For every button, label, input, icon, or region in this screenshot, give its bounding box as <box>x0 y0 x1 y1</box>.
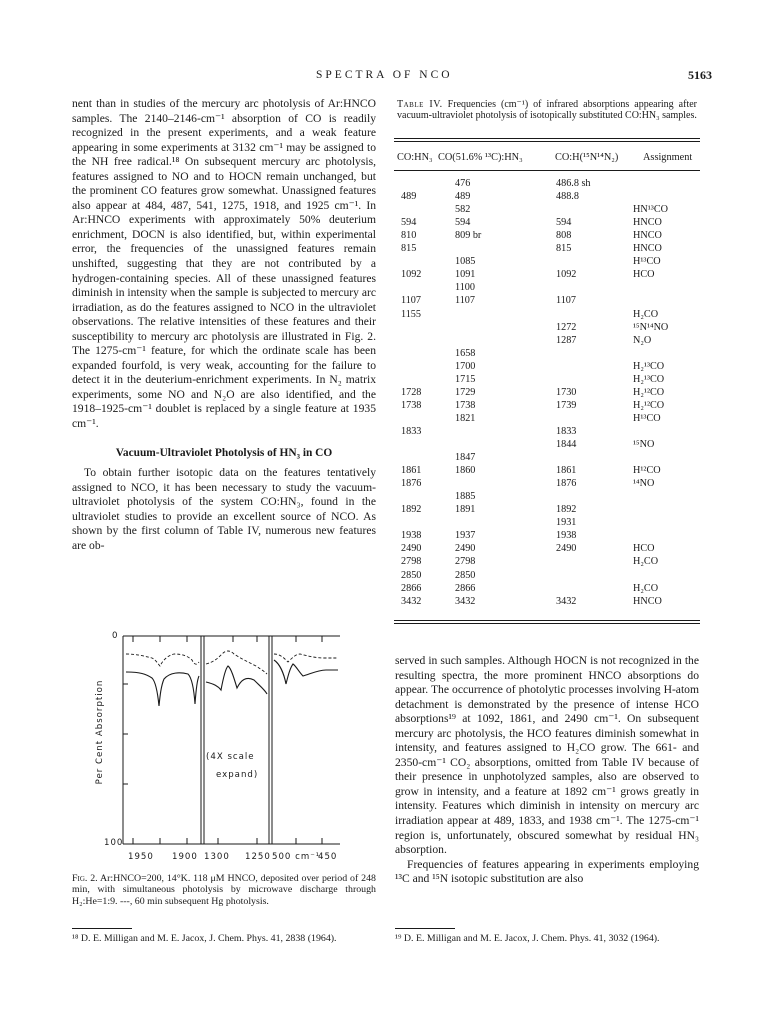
spectrum-solid-panel-3 <box>274 660 338 684</box>
figure-2-spectrum <box>100 624 340 856</box>
table-cell: 1085 <box>455 256 476 268</box>
table-cell: 2798 <box>401 556 422 568</box>
table-cell: 2490 <box>556 543 577 555</box>
table-cell: 815 <box>556 243 572 255</box>
table-cell: 810 <box>401 230 417 242</box>
table-cell: 488.8 <box>556 191 579 203</box>
left-paragraph-1: nent than in studies of the mercury arc photolysis of Ar:HNCO samples. The 2140–2146-cm⁻¹ absorption of CO is readily recognized in the present experiments, and a weak feature appearing in some experiments at 3132 cm⁻¹ may be assigned to the NH free radical.¹⁸ On subsequent mercury arc photolysis, features assigned to NO and to HOCN remain unchanged, but the prominent CO features grow somewhat. Unassigned features also appear at 484, 487, 541, 1275, 1918, and 1925 cm⁻¹. In Ar:HNCO experiments with approximately 50% deuterium enrichment, DOCN is also identified, but, within experimental error, the frequencies of the unassigned features remain unshifted, suggesting that they are not contributed by a hydrogen-containing species. All of these unassigned features diminish in intensity when the sample is subjected to mercury arc irradiation, as do the features assigned to NCO in the ultraviolet observations. The relative intensities of these features and their susceptibility to mercury arc photolysis are illustrated in Fig. 2. The 1275-cm⁻¹ feature, for which the ordinate scale has been expanded fourfold, is very weak, accounting for the failure to detect it in the deuterium-enrichment experiments. In N₂ matrix experiments, some NO and N₂O are also identified, and the 1918–1925-cm⁻¹ doublet is replaced by a single feature at 1935 cm⁻¹. <box>72 97 376 431</box>
table-cell: 3432 <box>556 595 577 607</box>
x-tick-label: 1300 <box>204 852 230 862</box>
table-cell: HNCO <box>633 595 662 607</box>
figure-caption-label: Fig. 2. <box>72 873 98 884</box>
table-cell: 486.8 sh <box>556 178 591 189</box>
table-cell: 489 <box>401 191 417 203</box>
table-cell: 1738 <box>455 399 476 411</box>
page-number: 5163 <box>688 68 712 82</box>
table-caption <box>397 99 697 122</box>
table-cell: 594 <box>455 217 471 229</box>
table-cell: ¹⁴NO <box>633 478 655 490</box>
right-column <box>395 654 699 887</box>
y-axis-title: Per Cent Absorption <box>95 679 105 785</box>
table-cell: 815 <box>401 243 417 255</box>
table-cell: 476 <box>455 178 471 189</box>
table-cell: 1092 <box>556 269 577 281</box>
table-bottom-rule <box>394 620 700 621</box>
x-tick-label: 450 <box>318 852 338 862</box>
table-header-col3: CO:H(¹⁵N¹⁴N₂) <box>555 152 619 163</box>
table-cell: 1885 <box>455 491 476 503</box>
footnote-rule-right <box>395 928 455 929</box>
table-cell: 1272 <box>556 321 577 333</box>
table-cell: 1833 <box>401 425 422 437</box>
table-bottom-rule-2 <box>394 623 700 624</box>
table-cell: 2850 <box>401 569 422 581</box>
table-cell: 1844 <box>556 439 577 450</box>
table-cell: H¹³CO <box>633 412 661 424</box>
table-cell: 2490 <box>401 543 422 555</box>
footnote-18: ¹⁸ D. E. Milligan and M. E. Jacox, J. Chem. Phys. 41, 2838 (1964). <box>72 933 337 944</box>
spectrum-dashed-panel-1 <box>126 654 199 666</box>
x-tick-label: 500 cm⁻¹ <box>272 852 321 862</box>
table-cell: 808 <box>556 230 572 242</box>
y-axis-top-label: 0 <box>112 631 119 641</box>
table-cell: HNCO <box>633 217 662 229</box>
table-cell: HNCO <box>633 243 662 255</box>
table-cell: 1821 <box>455 412 476 424</box>
table-caption-text: Frequencies (cm⁻¹) of infrared absorptions appearing after vacuum-ultraviolet photolysis of isotopically substituted CO:HN₃ samples. <box>397 99 697 122</box>
section-heading: Vacuum-Ultraviolet Photolysis of HN₃ in CO <box>115 446 333 459</box>
table-cell: 1107 <box>401 295 421 307</box>
table-cell: 1876 <box>556 478 577 490</box>
x-tick-label: 1900 <box>172 852 198 862</box>
table-cell: 2866 <box>401 582 422 594</box>
table-cell: 1155 <box>401 308 421 320</box>
figure-caption-text: Ar:HNCO=200, 14°K. 118 μM HNCO, deposited over period of 248 min, with simultaneous photolysis by microwave discharge through H₂:He=1:9. ‑‑‑, 60 min subsequent Hg photolysis. <box>72 873 376 907</box>
right-paragraph-1: served in such samples. Although HOCN is not recognized in the resulting spectra, the more prominent HNCO absorptions do appear. The occurrence of photolytic processes involving H-atom detachment is demonstrated by the presence of intense HCO absorptions¹⁹ at 1092, 1861, and 2490 cm⁻¹. On subsequent mercury arc photolysis, the HCO features diminish somewhat in intensity, and features assigned to H₂CO grow. The 661- and 2350-cm⁻¹ CO₂ absorptions, omitted from Table IV because of their presence in unphotolyzed samples, also are observed to grow in intensity, and a feature at 1892 cm⁻¹ grows greatly in intensity. Features which diminish in intensity on mercury arc irradiation appear at 489, 1833, and 1938 cm⁻¹. The 1275-cm⁻¹ region is, unfortunately, obscured somewhat by residual HN₃ absorption. <box>395 654 699 857</box>
table-cell: 1937 <box>455 530 476 542</box>
table-cell: 1931 <box>556 517 577 529</box>
table-cell: 3432 <box>455 595 476 607</box>
x-tick-label: 1950 <box>128 852 154 862</box>
table-cell: 1287 <box>556 334 577 346</box>
table-cell: 3432 <box>401 595 422 607</box>
table-cell: 1891 <box>455 504 476 516</box>
table-cell: 594 <box>556 217 572 229</box>
table-cell: 1892 <box>556 504 577 516</box>
table-cell: H¹³CO <box>633 256 661 268</box>
table-cell: 1938 <box>556 530 577 542</box>
table-header-rule <box>394 170 700 171</box>
table-cell: 1738 <box>401 399 422 411</box>
table-cell: 1729 <box>455 386 476 398</box>
table-cell: 1700 <box>455 360 476 372</box>
left-column <box>72 97 376 553</box>
table-cell: 1876 <box>401 478 422 490</box>
table-cell: H₂CO <box>633 556 659 568</box>
table-cell: H₂¹²CO <box>633 386 665 398</box>
table-cell: 1847 <box>455 452 476 464</box>
table-cell: ¹⁵NO <box>633 439 655 450</box>
table-cell: 1100 <box>455 282 475 294</box>
table-cell: 1728 <box>401 386 422 398</box>
table-cell: 582 <box>455 204 471 216</box>
table-header-col1: CO:HN₃ <box>397 152 433 163</box>
table-cell: 1091 <box>455 269 476 281</box>
spectrum-solid-panel-1 <box>126 672 199 706</box>
table-cell: H₂CO <box>633 582 659 594</box>
table-header-col2: CO(51.6% ¹³C):HN₃ <box>438 152 523 163</box>
spectrum-dashed-panel-3 <box>274 654 338 662</box>
table-cell: HCO <box>633 269 655 281</box>
running-header: SPECTRA OF NCO <box>316 69 453 81</box>
footnote-rule-left <box>72 928 132 929</box>
table-cell: 1833 <box>556 425 577 437</box>
table-cell: 2850 <box>455 569 476 581</box>
table-cell: H₂¹³CO <box>633 360 665 372</box>
table-top-rule-2 <box>394 141 700 142</box>
table-cell: ¹⁵N¹⁴NO <box>633 321 669 333</box>
table-cell: 1730 <box>556 386 577 398</box>
table-cell: H¹²CO <box>633 465 661 477</box>
table-cell: 1861 <box>401 465 422 477</box>
table-cell: 1938 <box>401 530 422 542</box>
table-cell: 1092 <box>401 269 422 281</box>
table-caption-label: Table IV. <box>397 99 443 110</box>
table-cell: N₂O <box>633 334 652 346</box>
table-cell: 1892 <box>401 504 422 516</box>
spectrum-dashed-panel-2 <box>206 651 267 674</box>
right-paragraph-2: Frequencies of features appearing in experiments employing ¹³C and ¹⁵N isotopic substitution are also <box>395 857 699 886</box>
table-cell: 594 <box>401 217 417 229</box>
table-cell: 2490 <box>455 543 476 555</box>
table-cell: 1715 <box>455 373 476 385</box>
left-paragraph-2: To obtain further isotopic data on the features tentatively assigned to NCO, it has been necessary to study the vacuum-ultraviolet photolysis of the system CO:HN₃, found in the ultraviolet studies to provide an excellent source of NCO. As shown by the first column of Table IV, numerous new features are ob- <box>72 466 376 552</box>
table-cell: H₂¹²CO <box>633 399 665 411</box>
table-cell: HCO <box>633 543 655 555</box>
spectrum-solid-panel-2 <box>206 666 267 694</box>
table-cell: 1107 <box>556 295 576 307</box>
table-header-col4: Assignment <box>643 152 693 163</box>
scale-note-line-2: expand) <box>216 770 259 780</box>
table-cell: 2798 <box>455 556 476 568</box>
scale-note-line-1: (4X scale <box>206 752 255 762</box>
table-cell: HN¹³CO <box>633 204 668 216</box>
table-cell: 1107 <box>455 295 475 307</box>
y-axis-bottom-label: 100 <box>104 838 124 848</box>
table-cell: 489 <box>455 191 471 203</box>
table-cell: H₂CO <box>633 308 659 320</box>
table-cell: 2866 <box>455 582 476 594</box>
table-cell: 809 br <box>455 230 482 242</box>
x-tick-label: 1250 <box>245 852 271 862</box>
table-cell: 1861 <box>556 465 577 477</box>
figure-caption <box>72 873 376 907</box>
table-cell: 1658 <box>455 347 476 359</box>
footnote-19: ¹⁹ D. E. Milligan and M. E. Jacox, J. Chem. Phys. 41, 3032 (1964). <box>395 933 660 944</box>
table-top-rule <box>394 138 700 139</box>
table-cell: 1860 <box>455 465 476 477</box>
table-cell: H₂¹³CO <box>633 373 665 385</box>
table-cell: HNCO <box>633 230 662 242</box>
table-cell: 1739 <box>556 399 577 411</box>
